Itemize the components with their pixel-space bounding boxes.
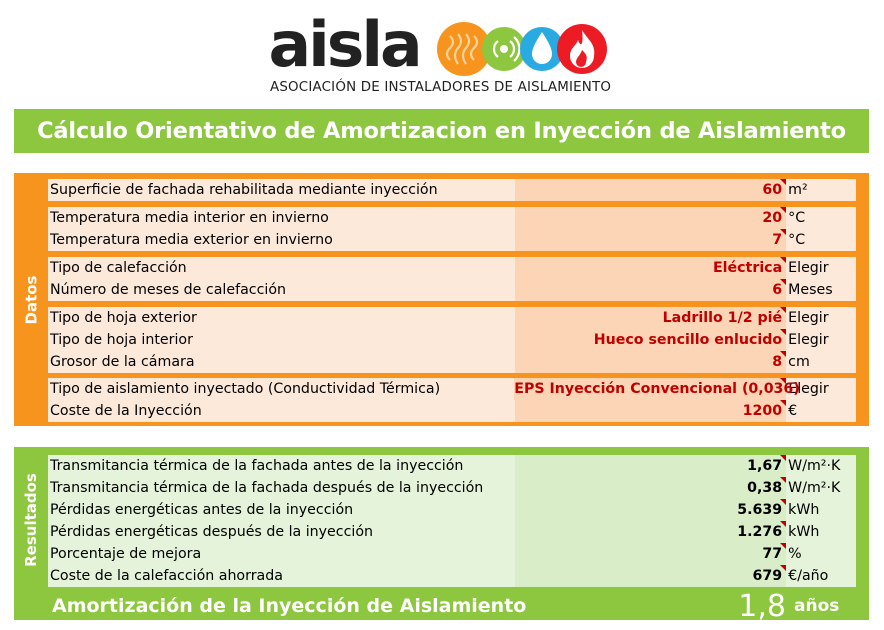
coste-inyeccion-input[interactable]: 1200: [515, 400, 786, 422]
row-unit: °C: [786, 229, 856, 251]
aisla-logo: [0, 8, 884, 96]
datos-group-hojas: [48, 307, 856, 373]
row-label: Tipo de hoja interior: [48, 329, 515, 351]
data-row: [48, 279, 856, 301]
row-label: Porcentaje de mejora: [48, 543, 515, 565]
datos-group-calefaccion: [48, 257, 856, 301]
datos-section-label: [14, 173, 48, 426]
result-value: 0,38: [515, 477, 786, 499]
row-unit: %: [786, 543, 856, 565]
logo-wordmark: aisla: [268, 8, 420, 81]
logo-subtitle: ASOCIACIÓN DE INSTALADORES DE AISLAMIENTO: [270, 80, 612, 95]
result-row: [48, 521, 856, 543]
temp-interior-input[interactable]: 20: [515, 207, 786, 229]
result-row: [48, 477, 856, 499]
data-row: [48, 179, 856, 201]
data-row: [48, 207, 856, 229]
datos-label-text: Datos: [22, 275, 41, 324]
hoja-interior-select[interactable]: Hueco sencillo enlucido: [515, 329, 786, 351]
hoja-exterior-select[interactable]: Ladrillo 1/2 pié: [515, 307, 786, 329]
amortizacion-final: [48, 588, 856, 624]
result-row: [48, 565, 856, 587]
row-unit: cm: [786, 351, 856, 373]
row-label: Pérdidas energéticas después de la inyección: [48, 521, 515, 543]
result-value: 77: [515, 543, 786, 565]
row-unit: Elegir: [786, 307, 856, 329]
row-unit: Elegir: [786, 257, 856, 279]
result-row: [48, 455, 856, 477]
result-row: [48, 543, 856, 565]
row-label: Temperatura media exterior en invierno: [48, 229, 515, 251]
result-value: 5.639: [515, 499, 786, 521]
data-row: [48, 400, 856, 422]
row-label: Pérdidas energéticas antes de la inyección: [48, 499, 515, 521]
row-label: Transmitancia térmica de la fachada antes de la inyección: [48, 455, 515, 477]
row-unit: kWh: [786, 521, 856, 543]
amortizacion-label: Amortización de la Inyección de Aislamiento: [52, 595, 527, 617]
datos-group-temperatura: [48, 207, 856, 251]
result-value: 679: [515, 565, 786, 587]
row-label: Grosor de la cámara: [48, 351, 515, 373]
row-label: Número de meses de calefacción: [48, 279, 515, 301]
logo-circles-icon: [436, 20, 616, 78]
data-row: [48, 257, 856, 279]
result-value: 1,67: [515, 455, 786, 477]
amortizacion-unit: años: [794, 596, 840, 616]
row-unit: €/año: [786, 565, 856, 587]
grosor-camara-input[interactable]: 8: [515, 351, 786, 373]
row-unit: °C: [786, 207, 856, 229]
temp-exterior-input[interactable]: 7: [515, 229, 786, 251]
title-bar: [14, 109, 869, 153]
result-value: 1.276: [515, 521, 786, 543]
row-label: Tipo de aislamiento inyectado (Conductividad Térmica): [48, 378, 514, 400]
row-unit: W/m²·K: [786, 477, 856, 499]
datos-group-aislamiento: [48, 378, 856, 422]
tipo-calefaccion-select[interactable]: Eléctrica: [515, 257, 786, 279]
row-label: Tipo de calefacción: [48, 257, 515, 279]
row-unit: Elegir: [786, 378, 856, 400]
datos-group-superficie: [48, 179, 856, 201]
meses-input[interactable]: 6: [515, 279, 786, 301]
resultados-label-text: Resultados: [22, 472, 40, 567]
result-row: [48, 499, 856, 521]
datos-panel: [14, 173, 869, 426]
row-unit: W/m²·K: [786, 455, 856, 477]
row-unit: Elegir: [786, 329, 856, 351]
amortizacion-value: 1,8: [738, 588, 786, 624]
row-label: Tipo de hoja exterior: [48, 307, 515, 329]
row-unit: Meses: [786, 279, 856, 301]
row-unit: kWh: [786, 499, 856, 521]
tipo-aislamiento-select[interactable]: EPS Inyección Convencional (0,036): [514, 378, 786, 400]
resultados-group: [48, 455, 856, 587]
row-label: Temperatura media interior en invierno: [48, 207, 515, 229]
data-row: [48, 351, 856, 373]
resultados-panel: [14, 447, 869, 624]
data-row: [48, 378, 856, 400]
page-title: Cálculo Orientativo de Amortizacion en Inyección de Aislamiento: [37, 118, 846, 144]
row-label: Superficie de fachada rehabilitada mediante inyección: [48, 179, 515, 201]
row-unit: m²: [786, 179, 856, 201]
data-row: [48, 229, 856, 251]
data-row: [48, 307, 856, 329]
superficie-input[interactable]: 60: [515, 179, 786, 201]
row-unit: €: [786, 400, 856, 422]
row-label: Transmitancia térmica de la fachada después de la inyección: [48, 477, 515, 499]
row-label: Coste de la calefacción ahorrada: [48, 565, 515, 587]
data-row: [48, 329, 856, 351]
resultados-section-label: [14, 447, 48, 592]
row-label: Coste de la Inyección: [48, 400, 515, 422]
